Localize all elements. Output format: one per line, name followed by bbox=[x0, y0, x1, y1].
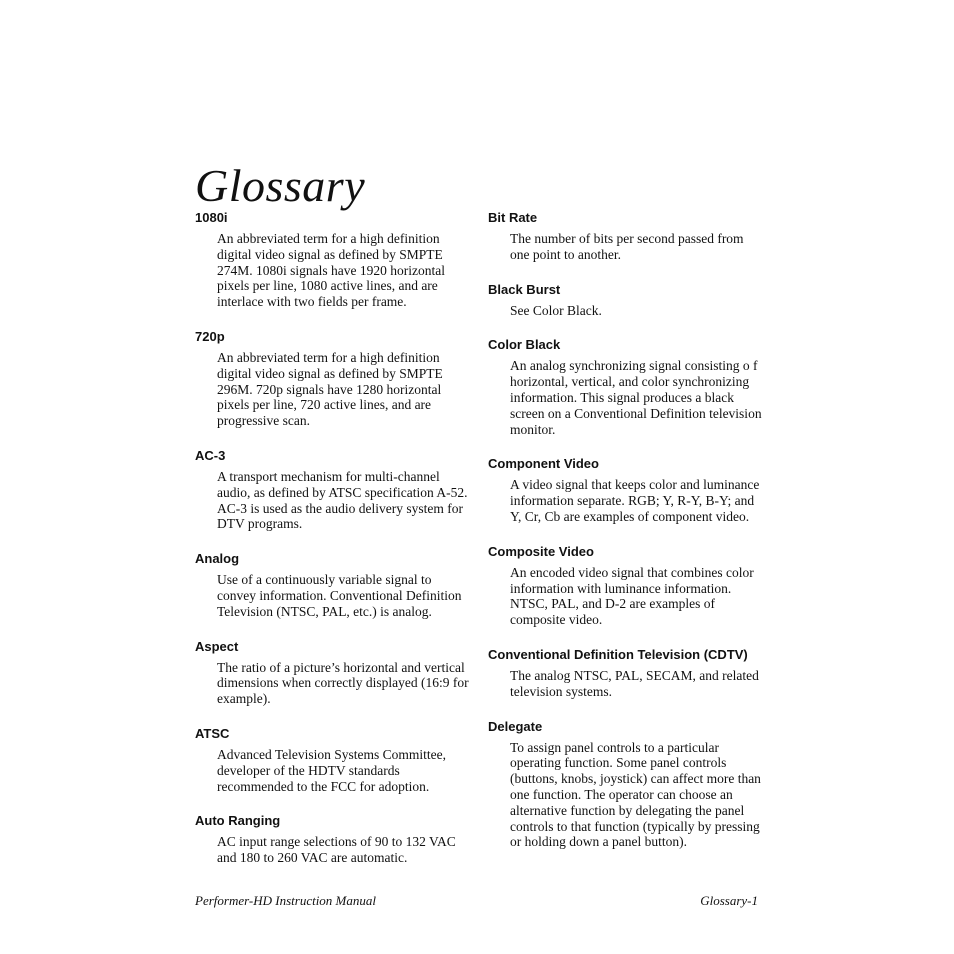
glossary-entry bbox=[488, 544, 763, 628]
glossary-definition: A video signal that keeps color and luminance information separate. RGB; Y, R-Y, B-Y; and Y, Cr, Cb are examples of component video. bbox=[510, 477, 760, 524]
glossary-definition: Advanced Television Systems Committee, developer of the HDTV standards recommended to the FCC for adoption. bbox=[217, 746, 447, 794]
glossary-term: Bit Rate bbox=[488, 210, 538, 225]
glossary-entry bbox=[195, 329, 470, 429]
glossary-term: 720p bbox=[195, 328, 225, 344]
glossary-entry bbox=[488, 282, 763, 319]
glossary-column-left bbox=[195, 210, 470, 866]
glossary-definition: The analog NTSC, PAL, SECAM, and related television systems. bbox=[510, 667, 759, 699]
glossary-entry bbox=[488, 647, 763, 700]
glossary-entry bbox=[195, 448, 470, 532]
glossary-definition: AC input range selections of 90 to 132 VAC and 180 to 260 VAC are automatic. bbox=[217, 834, 456, 866]
glossary-term: Conventional Definition Television (CDTV) bbox=[488, 646, 748, 662]
glossary-definition: An abbreviated term for a high definition digital video signal as defined by SMPTE 296M. 720p signals have 1280 horizontal pixels per line, 720 active lines, and are progressive scan. bbox=[217, 349, 443, 429]
glossary-term: Analog bbox=[195, 551, 240, 567]
glossary-column-right bbox=[488, 210, 763, 850]
glossary-entry bbox=[195, 551, 470, 619]
glossary-entry bbox=[488, 456, 763, 524]
glossary-entry bbox=[488, 210, 763, 263]
glossary-definition: An abbreviated term for a high definition digital video signal as defined by SMPTE 274M. 1080i signals have 1920 horizontal pixels per line, 1080 active lines, and are interlace with two fields per frame. bbox=[217, 231, 445, 310]
glossary-entry bbox=[195, 726, 470, 794]
glossary-term: ATSC bbox=[195, 725, 230, 741]
glossary-term: Aspect bbox=[195, 638, 239, 654]
glossary-entry bbox=[195, 639, 470, 707]
glossary-definition: Use of a continuously variable signal to convey information. Conventional Definition Television (NTSC, PAL, etc.) is analog. bbox=[217, 572, 462, 619]
glossary-definition: An analog synchronizing signal consisting o f horizontal, vertical, and color synchronizing information. This signal produces a black screen on a Conventional Definition television monitor. bbox=[510, 358, 762, 437]
glossary-definition: The number of bits per second passed from one point to another. bbox=[510, 231, 744, 262]
glossary-entry bbox=[488, 719, 763, 851]
glossary-entry bbox=[195, 210, 470, 310]
glossary-entry bbox=[195, 813, 470, 866]
glossary-definition: To assign panel controls to a particular operating function. Some panel controls (buttons, knobs, joystick) can affect more than one function. The operator can choose an alternative function by delegating the panel controls to that function (typically by pressing or holding down a panel button). bbox=[510, 739, 761, 850]
glossary-term: Component Video bbox=[488, 456, 599, 472]
glossary-term: Delegate bbox=[488, 718, 543, 734]
glossary-term: Black Burst bbox=[488, 281, 561, 297]
page-title: Glossary bbox=[195, 159, 366, 211]
glossary-definition: The ratio of a picture’s horizontal and vertical dimensions when correctly displayed (16:9 for example). bbox=[217, 659, 469, 707]
glossary-term: Composite Video bbox=[488, 543, 594, 559]
glossary-entry bbox=[488, 337, 763, 437]
glossary-term: 1080i bbox=[195, 210, 228, 225]
glossary-term: AC-3 bbox=[195, 447, 226, 463]
glossary-term: Auto Ranging bbox=[195, 813, 281, 829]
footer-page-number: Glossary-1 bbox=[700, 893, 758, 908]
glossary-definition: A transport mechanism for multi-channel audio, as defined by ATSC specification A-52. AC-3 is used as the audio delivery system for DTV programs. bbox=[217, 468, 468, 532]
glossary-definition: See Color Black. bbox=[510, 302, 602, 318]
glossary-definition: An encoded video signal that combines color information with luminance information. NTSC, PAL, and D-2 are examples of composite video. bbox=[510, 564, 754, 628]
footer-manual-title: Performer-HD Instruction Manual bbox=[195, 893, 376, 908]
glossary-term: Color Black bbox=[488, 337, 561, 353]
